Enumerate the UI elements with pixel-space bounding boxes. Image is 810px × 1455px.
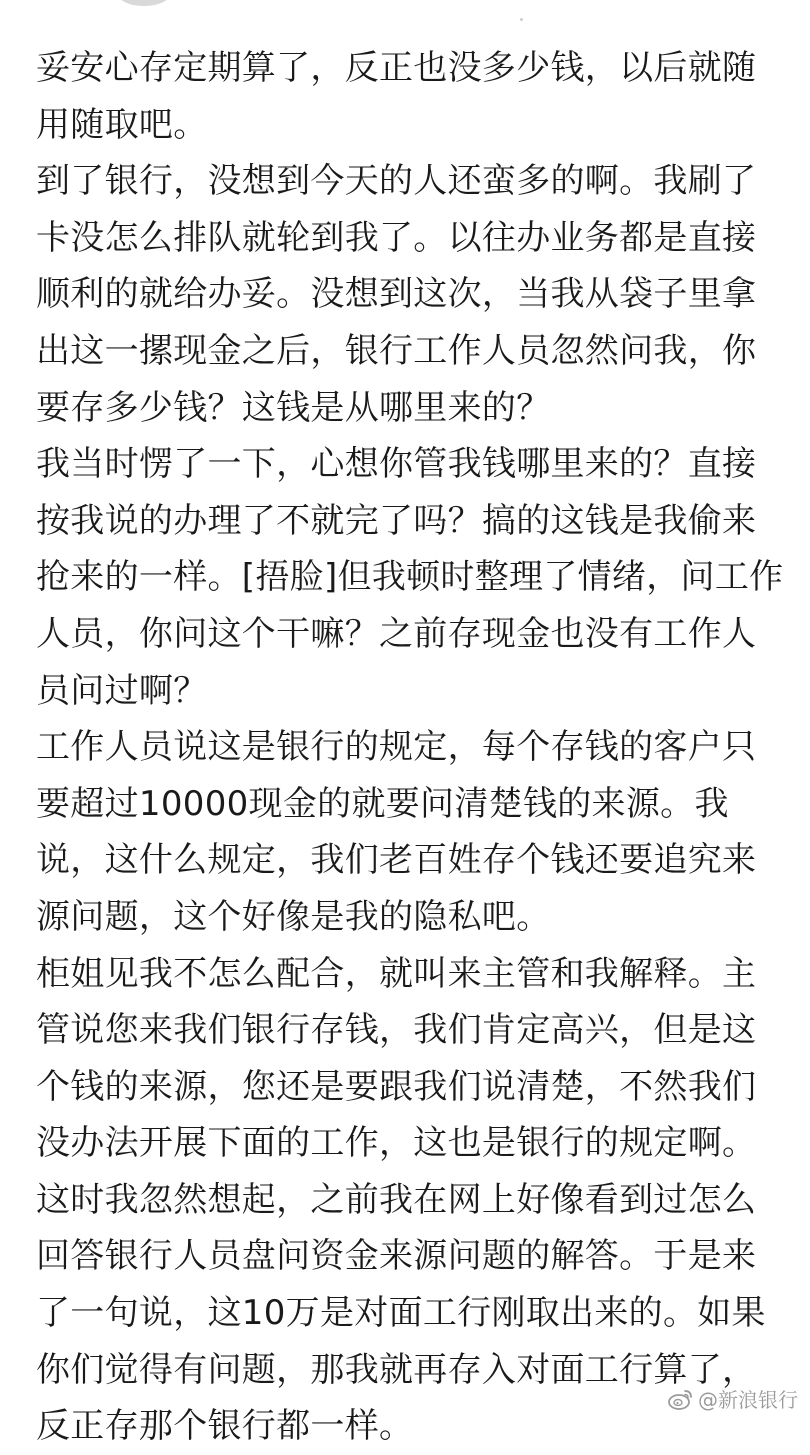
text-line: 出这一摞现金之后，银行工作人员忽然问我，你	[36, 330, 757, 371]
text-line: 了一句说，这10万是对面工行刚取出来的。如果	[36, 1293, 766, 1334]
post-body	[36, 40, 784, 1455]
text-line: 用随取吧。	[36, 104, 208, 145]
decorative-dot	[520, 18, 523, 21]
text-line: 个钱的来源，您还是要跟我们说清楚，不然我们	[36, 1066, 757, 1107]
weibo-icon	[668, 1388, 694, 1410]
text-line: 回答银行人员盘问资金来源问题的解答。于是来	[36, 1236, 757, 1277]
watermark	[668, 1384, 798, 1413]
text-line: 卡没怎么排队就轮到我了。以往办业务都是直接	[36, 217, 757, 258]
text-line: 这时我忽然想起，之前我在网上好像看到过怎么	[36, 1179, 757, 1220]
text-line: 管说您来我们银行存钱，我们肯定高兴，但是这	[36, 1010, 757, 1051]
text-line: 按我说的办理了不就完了吗？搞的这钱是我偷来	[36, 500, 757, 541]
text-line: 工作人员说这是银行的规定，每个存钱的客户只	[36, 727, 757, 768]
avatar-edge	[118, 0, 170, 6]
text-line: 要存多少钱？这钱是从哪里来的？	[36, 387, 551, 428]
watermark-text: @新浪银行	[698, 1388, 798, 1412]
text-line: 员问过啊？	[36, 670, 208, 711]
text-line: 抢来的一样。[捂脸]但我顿时整理了情绪，问工作	[36, 557, 784, 598]
text-line: 没办法开展下面的工作，这也是银行的规定啊。	[36, 1123, 757, 1164]
text-line: 顺利的就给办妥。没想到这次，当我从袋子里拿	[36, 274, 757, 315]
text-line: 妥安心存定期算了，反正也没多少钱，以后就随	[36, 48, 757, 88]
text-line: 源问题，这个好像是我的隐私吧。	[36, 896, 551, 937]
text-line: 你们觉得有问题，那我就再存入对面工行算了，	[36, 1349, 757, 1390]
text-line: 人员，你问这个干嘛？之前存现金也没有工作人	[36, 613, 757, 654]
text-line: 反正存那个银行都一样。	[36, 1406, 414, 1447]
text-line: 要超过10000现金的就要问清楚钱的来源。我	[36, 783, 729, 824]
text-line: 到了银行，没想到今天的人还蛮多的啊。我刷了	[36, 161, 757, 202]
text-line: 说，这什么规定，我们老百姓存个钱还要追究来	[36, 840, 757, 881]
text-line: 我当时愣了一下，心想你管我钱哪里来的？直接	[36, 444, 757, 485]
text-line: 柜姐见我不怎么配合，就叫来主管和我解释。主	[36, 953, 757, 994]
